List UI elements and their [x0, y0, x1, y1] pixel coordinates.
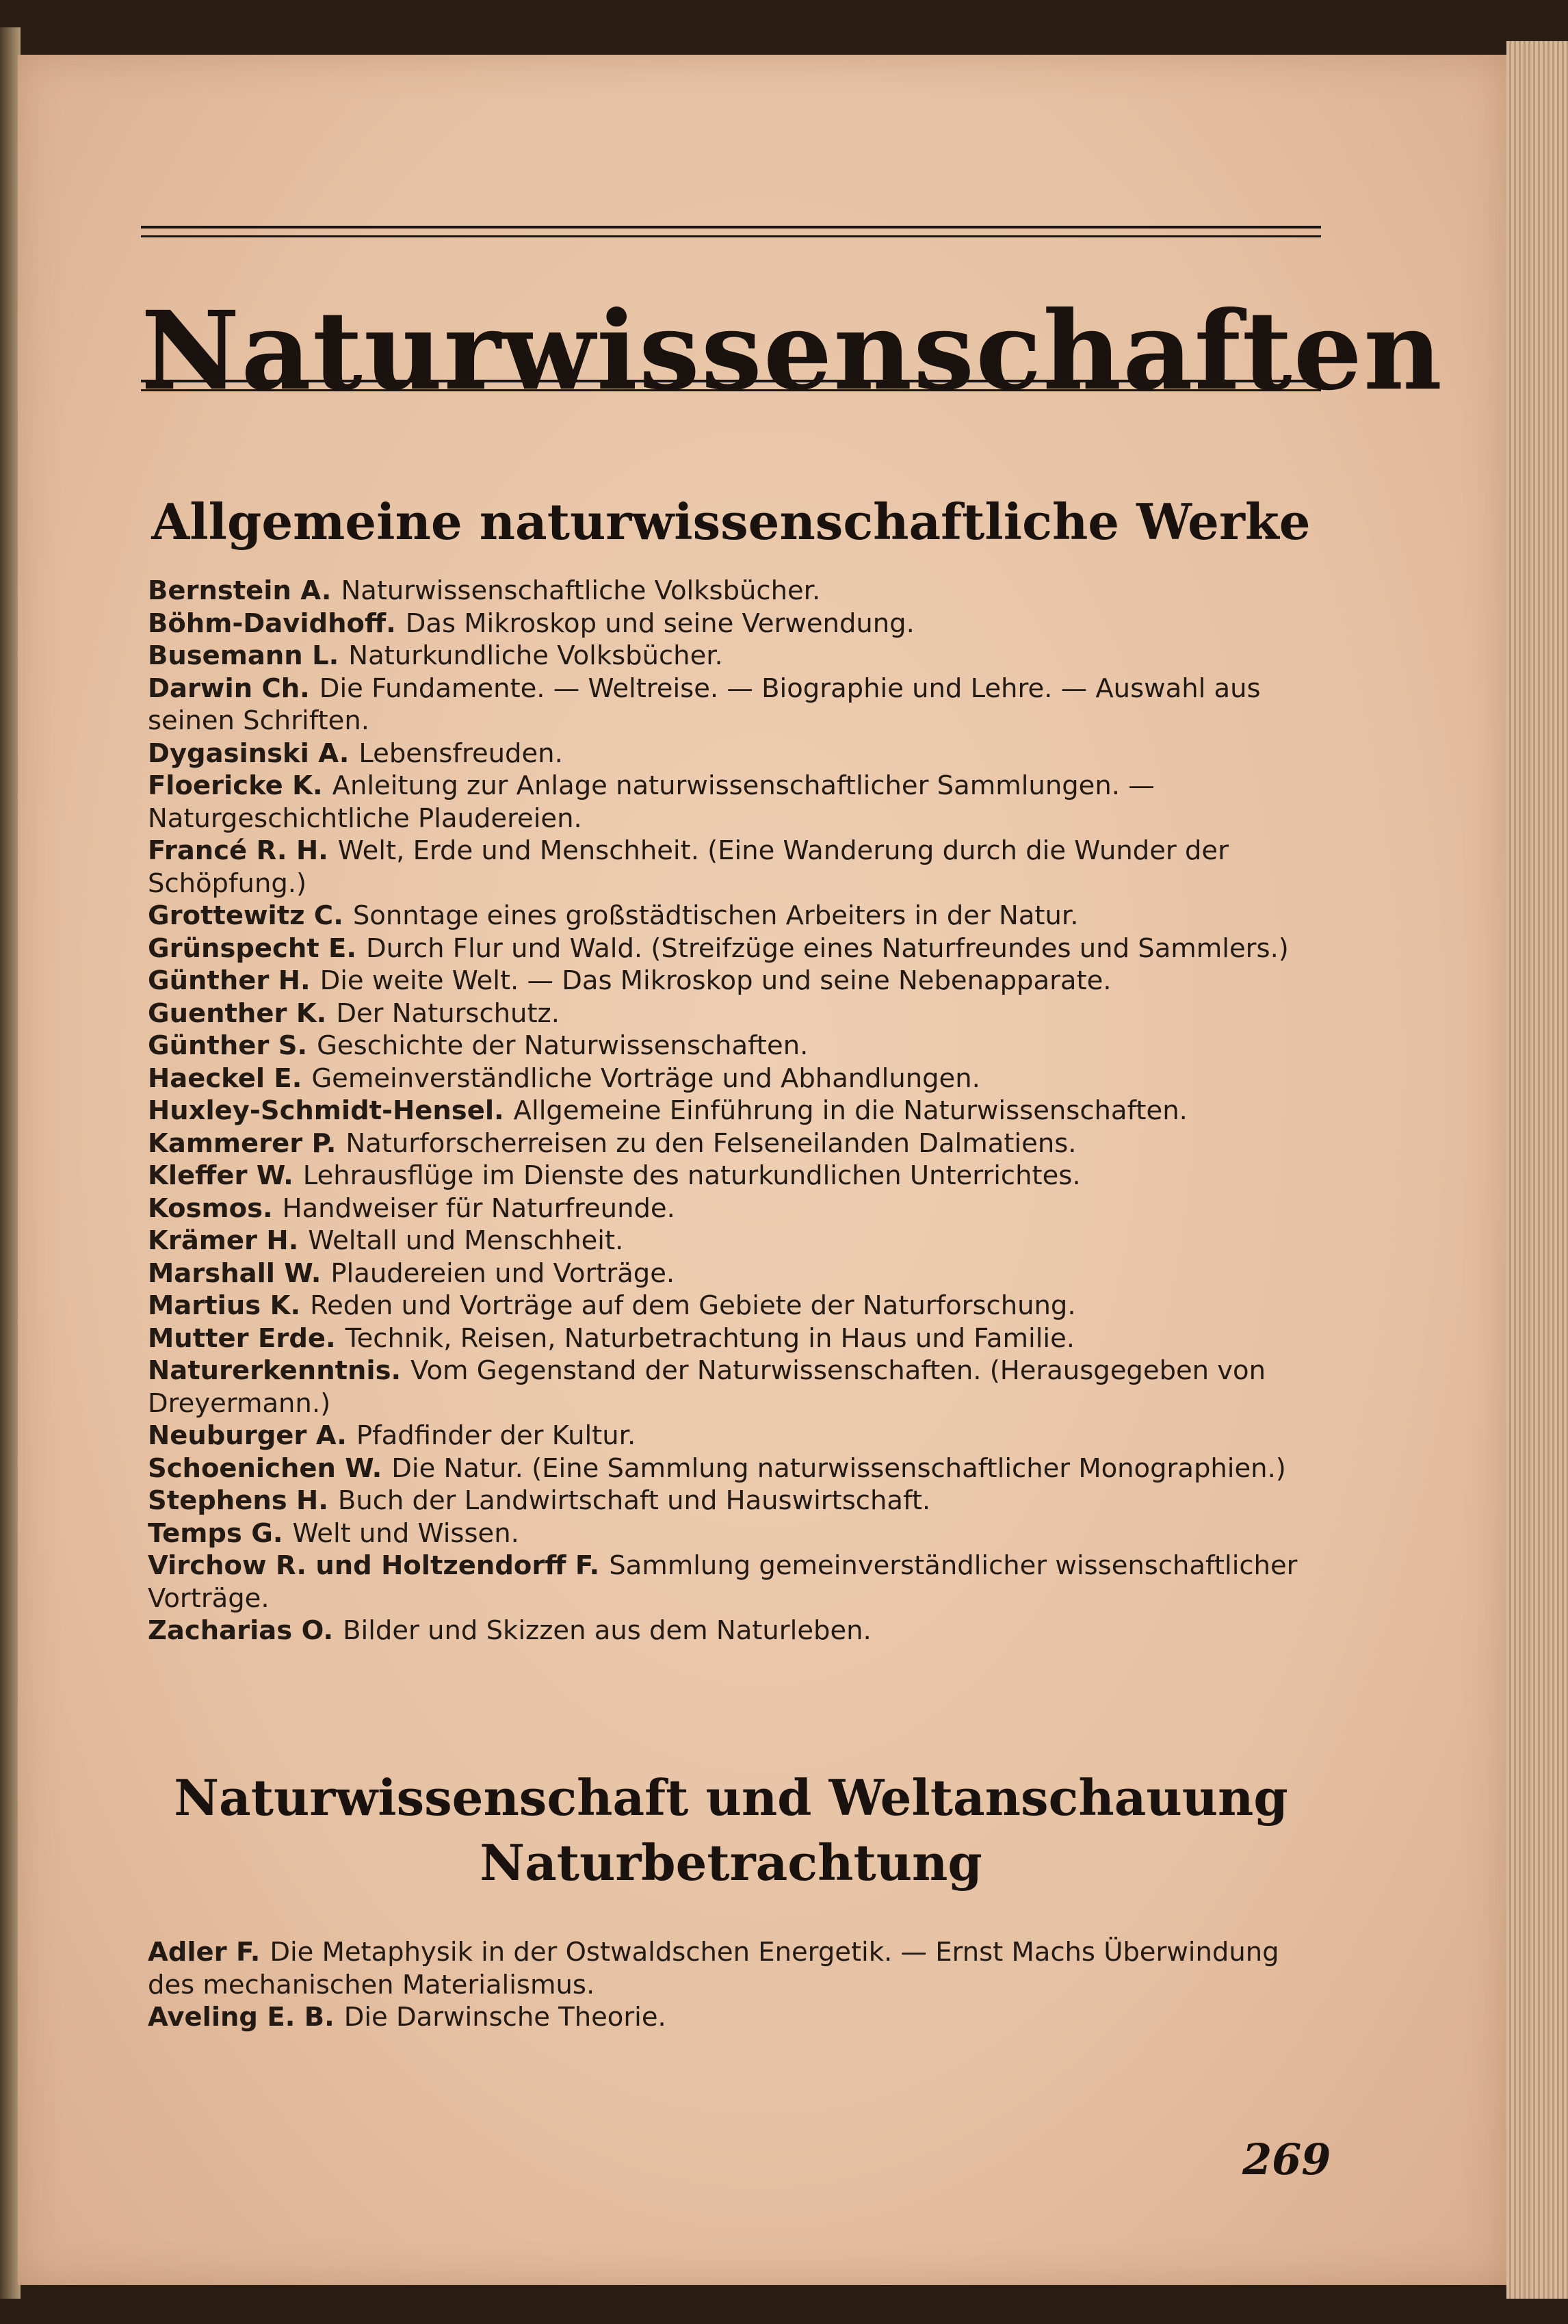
list-item [148, 1095, 1324, 1127]
entry-title: Anleitung zur Anlage naturwissenschaftlicher Sammlungen. — Naturgeschichtliche Plaudereien. [148, 770, 1155, 834]
entry-title: Naturwissenschaftliche Volksbücher. [341, 575, 821, 606]
entry-title: Die Metaphysik in der Ostwaldschen Energetik. — Ernst Machs Überwindung des mechanischen Materialismus. [148, 1937, 1279, 2000]
list-item [148, 1160, 1324, 1192]
entry-title: Sonntage eines großstädtischen Arbeiters in der Natur. [352, 900, 1079, 931]
entry-title: Die Darwinsche Theorie. [343, 2002, 666, 2033]
entry-title: Die Natur. (Eine Sammlung naturwissenschaftlicher Monographien.) [391, 1452, 1286, 1484]
list-item [148, 770, 1324, 835]
section1-entry-list [148, 575, 1324, 1647]
page-stack-edge [1506, 41, 1568, 2299]
entry-title: Gemeinverständliche Vorträge und Abhandlungen. [311, 1062, 980, 1094]
list-item [148, 1550, 1324, 1615]
list-item [148, 1257, 1324, 1290]
entry-author: Aveling E. B. [148, 2002, 335, 2033]
entry-author: Grünspecht E. [148, 932, 356, 964]
entry-title: Die weite Welt. — Das Mikroskop und seine Nebenapparate. [319, 965, 1112, 996]
entry-author: Marshall W. [148, 1257, 322, 1289]
entry-author: Kosmos. [148, 1192, 273, 1224]
list-item [148, 1062, 1324, 1095]
entry-author: Zacharias O. [148, 1615, 334, 1646]
entry-author: Guenther K. [148, 997, 327, 1029]
entry-title: Lehrausflüge im Dienste des naturkundlichen Unterrichtes. [302, 1160, 1081, 1191]
list-item [148, 673, 1324, 737]
entry-title: Reden und Vorträge auf dem Gebiete der Naturforschung. [310, 1290, 1076, 1321]
entry-title: Weltall und Menschheit. [308, 1225, 624, 1256]
entry-author: Floericke K. [148, 770, 323, 801]
entry-author: Böhm-Davidhoff. [148, 608, 396, 639]
entry-author: Günther H. [148, 965, 311, 996]
list-item [148, 1127, 1324, 1160]
entry-title: Der Naturschutz. [336, 997, 560, 1029]
entry-title: Geschichte der Naturwissenschaften. [317, 1030, 809, 1061]
title-rule-top [141, 226, 1321, 237]
entry-title: Bilder und Skizzen aus dem Naturleben. [343, 1615, 872, 1646]
entry-author: Bernstein A. [148, 575, 332, 606]
entry-author: Grottewitz C. [148, 900, 343, 931]
list-item [148, 737, 1324, 770]
entry-title: Das Mikroskop und seine Verwendung. [405, 608, 915, 639]
section-subheading-nature-observation: Naturbetrachtung [480, 1833, 982, 1892]
entry-title: Durch Flur und Wald. (Streifzüge eines Naturfreundes und Sammlers.) [365, 932, 1289, 964]
list-item [148, 965, 1324, 997]
section-heading-worldview: Naturwissenschaft und Weltanschauung [174, 1768, 1288, 1827]
list-item [148, 1290, 1324, 1322]
list-item [148, 1192, 1324, 1225]
list-item [148, 1322, 1324, 1355]
entry-author: Schoenichen W. [148, 1452, 382, 1484]
list-item [148, 640, 1324, 673]
page-number: 269 [1242, 2134, 1331, 2184]
list-item [148, 608, 1324, 640]
entry-title: Naturforscherreisen zu den Felseneilanden Dalmatiens. [345, 1127, 1077, 1159]
list-item [148, 1355, 1324, 1420]
entry-author: Günther S. [148, 1030, 308, 1061]
entry-author: Naturerkenntnis. [148, 1355, 402, 1386]
entry-author: Mutter Erde. [148, 1322, 336, 1354]
list-item [148, 575, 1324, 608]
list-item [148, 1452, 1324, 1485]
entry-author: Virchow R. und Holtzendorff F. [148, 1550, 600, 1581]
entry-author: Francé R. H. [148, 835, 328, 866]
entry-author: Haeckel E. [148, 1062, 302, 1094]
entry-title: Plaudereien und Vorträge. [330, 1257, 675, 1289]
entry-author: Adler F. [148, 1937, 261, 1968]
entry-title: Naturkundliche Volksbücher. [348, 640, 723, 671]
entry-author: Dygasinski A. [148, 737, 350, 769]
list-item [148, 1936, 1324, 2001]
list-item [148, 1030, 1324, 1062]
entry-title: Sammlung gemeinverständlicher wissenschaftlicher Vorträge. [148, 1550, 1298, 1614]
entry-title: Technik, Reisen, Naturbetrachtung in Haus und Familie. [345, 1322, 1075, 1354]
title-rule-bottom [141, 380, 1321, 391]
list-item [148, 1420, 1324, 1452]
list-item [148, 900, 1324, 932]
entry-title: Welt, Erde und Menschheit. (Eine Wanderung durch die Wunder der Schöpfung.) [148, 835, 1229, 899]
entry-title: Welt und Wissen. [292, 1517, 519, 1549]
list-item [148, 997, 1324, 1030]
entry-author: Busemann L. [148, 640, 339, 671]
entry-author: Darwin Ch. [148, 673, 310, 704]
entry-title: Vom Gegenstand der Naturwissenschaften. (Herausgegeben von Dreyermann.) [148, 1355, 1266, 1419]
entry-author: Huxley-Schmidt-Hensel. [148, 1095, 504, 1126]
section-heading-general-works: Allgemeine naturwissenschaftliche Werke [151, 493, 1311, 551]
entry-author: Krämer H. [148, 1225, 299, 1256]
list-item [148, 932, 1324, 965]
entry-title: Pfadfinder der Kultur. [356, 1420, 636, 1451]
book-page [18, 55, 1506, 2285]
list-item [148, 1615, 1324, 1647]
page-title: Naturwissenschaften [141, 288, 1443, 415]
entry-author: Kleffer W. [148, 1160, 293, 1191]
entry-title: Die Fundamente. — Weltreise. — Biographie und Lehre. — Auswahl aus seinen Schriften. [148, 673, 1261, 736]
list-item [148, 1225, 1324, 1257]
entry-title: Handweiser für Naturfreunde. [282, 1192, 675, 1224]
entry-author: Stephens H. [148, 1485, 328, 1516]
list-item [148, 1485, 1324, 1517]
entry-title: Allgemeine Einführung in die Naturwissenschaften. [513, 1095, 1188, 1126]
entry-author: Temps G. [148, 1517, 283, 1549]
entry-author: Neuburger A. [148, 1420, 347, 1451]
list-item [148, 1517, 1324, 1550]
section2-entry-list [148, 1936, 1324, 2034]
entry-author: Martius K. [148, 1290, 301, 1321]
entry-title: Lebensfreuden. [358, 737, 563, 769]
entry-title: Buch der Landwirtschaft und Hauswirtschaft. [337, 1485, 931, 1516]
list-item [148, 2001, 1324, 2034]
entry-author: Kammerer P. [148, 1127, 337, 1159]
list-item [148, 835, 1324, 900]
